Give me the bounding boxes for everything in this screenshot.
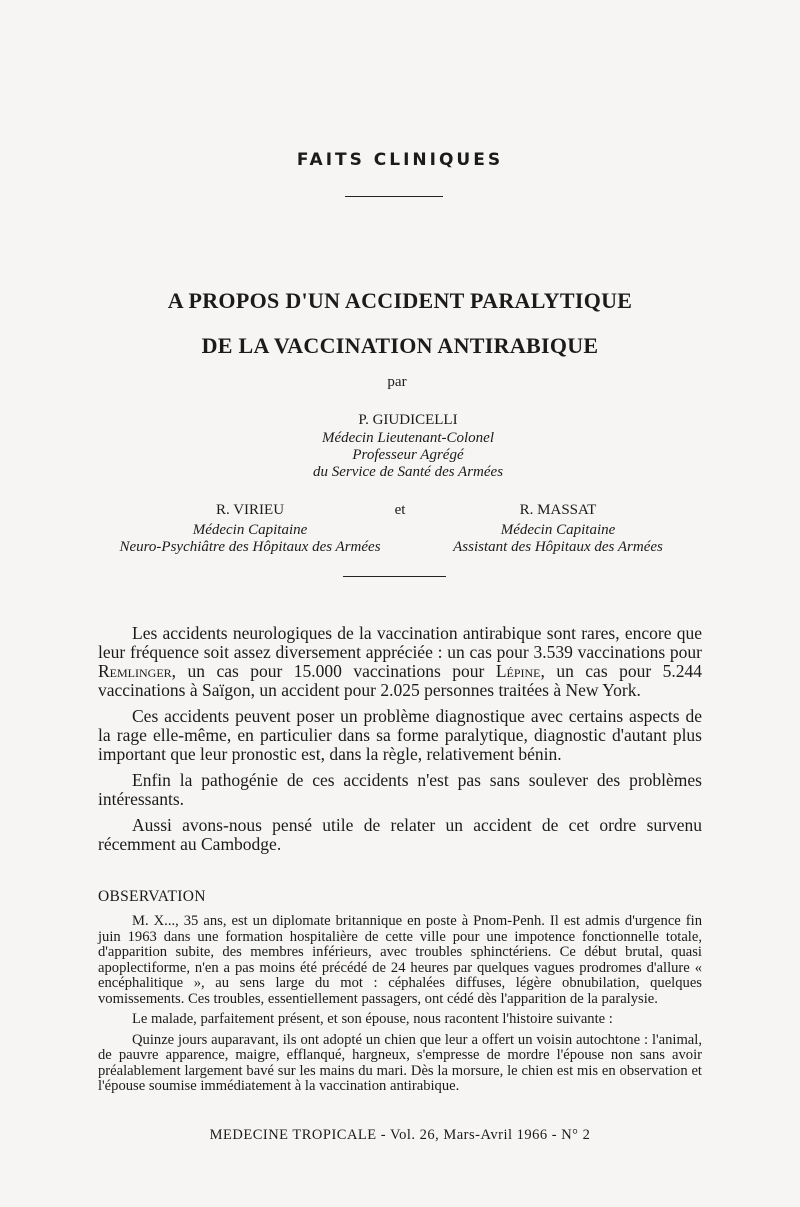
byline-par: par — [387, 374, 407, 390]
author-2-role-2: Neuro-Psychiâtre des Hôpitaux des Armées — [119, 539, 381, 555]
journal-footer: MEDECINE TROPICALE - Vol. 26, Mars-Avril 1966 - N° 2 — [209, 1127, 591, 1143]
article-title-line-2: DE LA VACCINATION ANTIRABIQUE — [201, 333, 599, 358]
observation-paragraph-2: Le malade, parfaitement présent, et son épouse, nous racontent l'histoire suivante : — [132, 1011, 613, 1027]
intro-paragraph-1: Les accidents neurologiques de la vaccination antirabique sont rares, encore que leur fréquence soit assez diversement appréciée : un cas pour 3.539 vaccinations pour Remlinger, un cas pour 15.000 vaccinations pour Lépine, un cas pour 5.244 vaccinations à Saïgon, un accident pour 2.025 personnes traitées à New York. — [98, 623, 702, 700]
author-2-block — [100, 502, 400, 556]
author-1-role-1: Médecin Lieutenant-Colonel — [321, 430, 495, 446]
article-title-line-1: A PROPOS D'UN ACCIDENT PARALYTIQUE — [167, 288, 633, 313]
author-3-name: R. MASSAT — [519, 502, 597, 518]
byline-rule — [343, 576, 446, 577]
author-1-role-2: Professeur Agrégé — [352, 447, 464, 463]
byline-conjunction: et — [394, 502, 406, 518]
cited-author: Lépine — [495, 661, 541, 681]
section-heading: FAITS CLINIQUES — [296, 150, 504, 170]
cited-author: Remlinger — [98, 661, 172, 681]
author-1-name: P. GIUDICELLI — [358, 412, 458, 428]
heading-rule — [345, 196, 443, 197]
observation-paragraph-1: M. X..., 35 ans, est un diplomate britannique en poste à Pnom-Penh. Il est admis d'urgence fin juin 1963 dans une formation hospitalière de cette ville pour une impotence fonctionnelle totale, d'apparition subite, des membres inférieurs, avec troubles sphinctériens. Ce début brutal, quasi apoplectiforme, n'en a pas moins été précédé de 24 heures par quelques vagues prodromes d'allure « encéphalitique », au sens large du mot : céphalées diffuses, légère obnubilation, quelques vomissements. Ces troubles, essentiellement passagers, ont cédé dès l'apparition de la paralysie. — [98, 913, 702, 1007]
intro-paragraph-3: Enfin la pathogénie de ces accidents n'est pas sans soulever des problèmes intéressants. — [98, 770, 702, 809]
author-3-block — [408, 502, 708, 556]
author-3-role-1: Médecin Capitaine — [500, 522, 616, 538]
author-1-role-3: du Service de Santé des Armées — [312, 464, 504, 480]
author-2-name: R. VIRIEU — [215, 502, 285, 518]
introduction — [98, 624, 702, 861]
observation-heading: OBSERVATION — [98, 888, 206, 905]
intro-paragraph-4: Aussi avons-nous pensé utile de relater un accident de cet ordre survenu récemment au Cambodge. — [98, 815, 702, 854]
author-3-role-2: Assistant des Hôpitaux des Armées — [453, 539, 663, 555]
author-2-role-1: Médecin Capitaine — [192, 522, 308, 538]
intro-paragraph-2: Ces accidents peuvent poser un problème diagnostique avec certains aspects de la rage elle-même, en particulier dans sa forme paralytique, diagnostic d'autant plus important que leur pronostic est, dans la règle, relativement bénin. — [98, 706, 702, 764]
observation-paragraph-3: Quinze jours auparavant, ils ont adopté un chien que leur a offert un voisin autochtone : l'animal, de pauvre apparence, maigre, efflanqué, hargneux, s'empresse de mordre l'épouse non sans avoir préalablement largement bavé sur les mains du mari. Dès la morsure, le chien est mis en observation et l'épouse soumise immédiatement à la vaccination antirabique. — [98, 1031, 702, 1094]
observation-body — [98, 914, 702, 1100]
